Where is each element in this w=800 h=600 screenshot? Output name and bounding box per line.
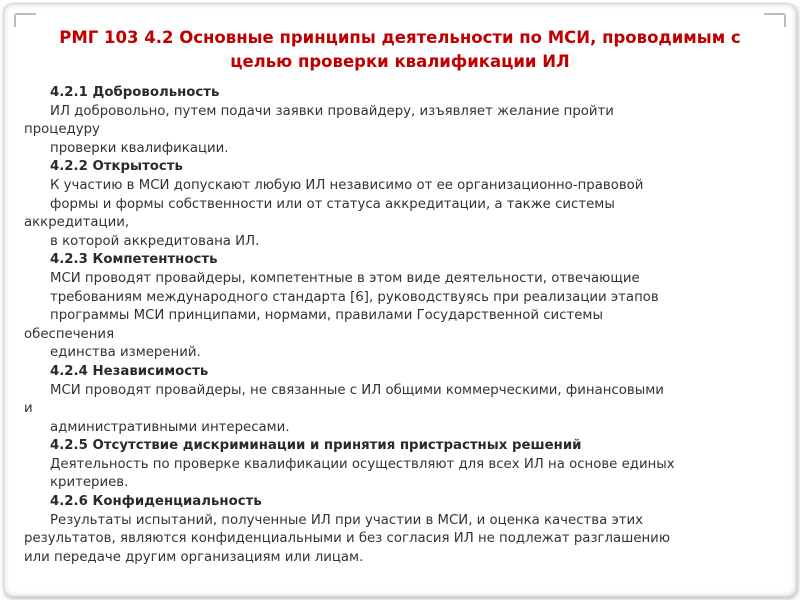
- section-text-line: единства измерений.: [50, 345, 201, 361]
- section-text-line: требованиям международного стандарта [6], руководствуясь при реализации этапов: [50, 289, 659, 305]
- section-text-line: Деятельность по проверке квалификации осуществляют для всех ИЛ на основе единых: [50, 456, 675, 472]
- corner-bracket-left-icon: [14, 13, 36, 27]
- corner-bracket-right-icon: [764, 13, 786, 27]
- principles-list: [24, 84, 784, 567]
- section-text-line: в которой аккредитована ИЛ.: [50, 233, 260, 249]
- section-text-line: процедуру: [24, 122, 100, 138]
- section-text-line: К участию в МСИ допускают любую ИЛ независимо от ее организационно-правовой: [50, 177, 644, 193]
- section-heading-voluntariness: 4.2.1 Добровольность: [50, 85, 220, 100]
- slide-title: РМГ 103 4.2 Основные принципы деятельности по МСИ, проводимым с целью проверки квалификации ИЛ: [59, 28, 741, 71]
- section-text-line: критериев.: [50, 475, 129, 491]
- section-heading-non-discrimination: 4.2.5 Отсутствие дискриминации и принятия пристрастных решений: [50, 438, 582, 454]
- section-text-line: МСИ проводят провайдеры, не связанные с ИЛ общими коммерческими, финансовыми: [50, 382, 664, 398]
- section-text-line: или передаче другим организациям или лицам.: [24, 549, 364, 565]
- section-text-line: и: [24, 401, 33, 417]
- section-text-line: проверки квалификации.: [50, 140, 229, 156]
- section-text-line: ИЛ добровольно, путем подачи заявки провайдеру, изъявляет желание пройти: [50, 103, 614, 119]
- section-text-line: Результаты испытаний, полученные ИЛ при участии в МСИ, и оценка качества этих: [50, 512, 644, 528]
- section-text-line: аккредитации,: [24, 215, 130, 231]
- section-text-line: МСИ проводят провайдеры, компетентные в этом виде деятельности, отвечающие: [50, 270, 640, 286]
- section-heading-competence: 4.2.3 Компетентность: [50, 252, 218, 268]
- section-text-line: программы МСИ принципами, нормами, правилами Государственной системы: [50, 308, 603, 324]
- section-heading-openness: 4.2.2 Открытость: [50, 159, 183, 175]
- section-text-line: формы и формы собственности или от статуса аккредитации, а также системы: [50, 196, 615, 212]
- section-text-line: административными интересами.: [50, 419, 290, 435]
- section-text-line: результатов, являются конфиденциальными и без согласия ИЛ не подлежат разглашению: [24, 531, 671, 547]
- section-heading-independence: 4.2.4 Независимость: [50, 363, 209, 379]
- section-text-line: обеспечения: [24, 326, 115, 342]
- section-heading-confidentiality: 4.2.6 Конфиденциальность: [50, 494, 262, 510]
